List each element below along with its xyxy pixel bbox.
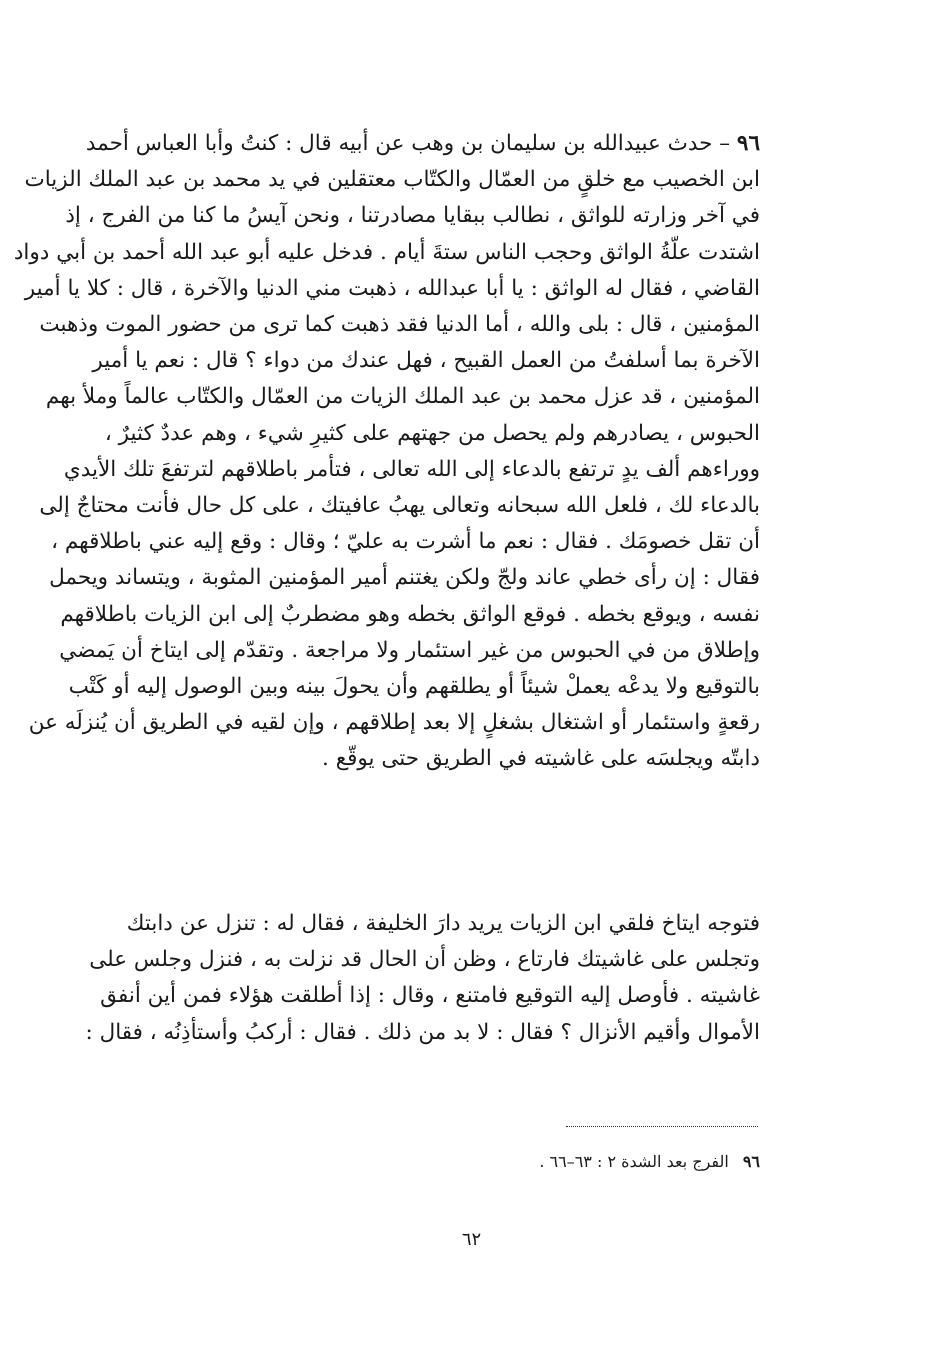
- entry-number: ٩٦: [736, 131, 760, 156]
- text-line: غاشيته . فأوصل إليه التوقيع فامتنع ، وقال : إذا أطلقت هؤلاء فمن أين أنفق: [100, 983, 760, 1009]
- text-line: بالتوقيع ولا يدعْه يعملْ شيئاً أو يطلقهم وأن يحولَ بينه وبين الوصول إليه أو كَتْب: [68, 674, 760, 700]
- text-line: [85, 126, 760, 162]
- text-line: دابتّه ويجلسَه على غاشيته في الطريق حتى يوقّع .: [322, 746, 760, 772]
- text-line: وتجلس على غاشيتك فارتاع ، وظن أن الحال قد نزلت به ، فنزل وجلس على: [89, 947, 760, 973]
- footnote-text: الفرج بعد الشدة ٢ : ٦٣–٦٦ .: [539, 1152, 729, 1171]
- text-line: القاضي ، فقال له الواثق : يا أبا عبدالله ، ذهبت مني الدنيا والآخرة ، قال : كلا يا أمير: [24, 275, 760, 301]
- text-line: فقال : إن رأى خطي عاند ولجّ ولكن يغتنم أمير المؤمنين المثوبة ، ويتساند ويحمل: [49, 565, 760, 591]
- text-line: وإطلاق من في الحبوس من غير استئمار ولا مراجعة . وتقدّم إلى ايتاخ أن يَمضي: [59, 637, 760, 663]
- text-line: في آخر وزارته للواثق ، نطالب ببقايا مصادرتنا ، ونحن آيسُ ما كنا من الفرج ، إذ: [65, 203, 760, 229]
- entry-dash: –: [712, 131, 737, 156]
- paragraph-1: [13, 126, 760, 778]
- text-line: اشتدت علّةُ الواثق وحجب الناس ستةَ أيام . فدخل عليه أبو عبد الله أحمد بن أبي دواد: [13, 239, 760, 265]
- page-number: ٦٢: [461, 1229, 482, 1250]
- text-line: ووراءهم ألف يدٍ ترتفع بالدعاء إلى الله تعالى ، فتأمر باطلاقهم لترتفعَ تلك الأيدي: [63, 456, 760, 482]
- text-line: الحبوس ، يصادرهم ولم يحصل من جهتهم على كثيرِ شيء ، وهم عددٌ كثيرٌ ،: [104, 420, 760, 446]
- text-line: رقعةٍ واستئمار أو اشتغال بشغلٍ إلا بعد إطلاقهم ، وإن لقيه في الطريق أن يُنزلَه عن: [28, 710, 760, 736]
- footnote-number: ٩٦: [742, 1152, 760, 1171]
- footnote-divider: [566, 1126, 758, 1127]
- text-line: المؤمنين ، قال : بلى والله ، أما الدنيا فقد ذهبت كما ترى من حضور الموت وذهبت: [39, 312, 760, 338]
- text-line: المؤمنين ، قد عزل محمد بن عبد الملك الزيات من العمّال والكتّاب عالماً وملأ بهم: [45, 384, 760, 410]
- text-line: الأموال وأقيم الأنزال ؟ فقال : لا بد من ذلك . فقال : أركبُ وأستأذِنُه ، فقال :: [85, 1019, 760, 1045]
- text-line: بالدعاء لك ، فلعل الله سبحانه وتعالى يهبُ عافيتك ، على كل حال فأنت محتاجٌ إلى: [39, 493, 760, 519]
- text-line: فتوجه ايتاخ فلقي ابن الزيات يريد دارَ الخليفة ، فقال له : تنزل عن دابتك: [126, 911, 760, 936]
- paragraph-2: [85, 906, 760, 1051]
- text-line: الآخرة بما أسلفتُ من العمل القبيح ، فهل عندك من دواء ؟ قال : نعم يا أمير: [92, 348, 760, 374]
- footnote: [400, 1150, 760, 1174]
- text-line: ابن الخصيب مع خلقٍ من العمّال والكتّاب معتقلين في يد محمد بن عبد الملك الزيات: [24, 167, 760, 193]
- text-line: أن تقل خصومَك . فقال : نعم ما أشرت به عليّ ؛ وقال : وقع إليه عني باطلاقهم ،: [51, 529, 760, 555]
- line-text: حدث عبيدالله بن سليمان بن وهب عن أبيه قال : كنتُ وأبا العباس أحمد: [85, 131, 713, 156]
- text-line: نفسه ، ويوقع بخطه . فوقع الواثق بخطه وهو مضطربٌ إلى ابن الزيات باطلاقهم: [60, 601, 760, 627]
